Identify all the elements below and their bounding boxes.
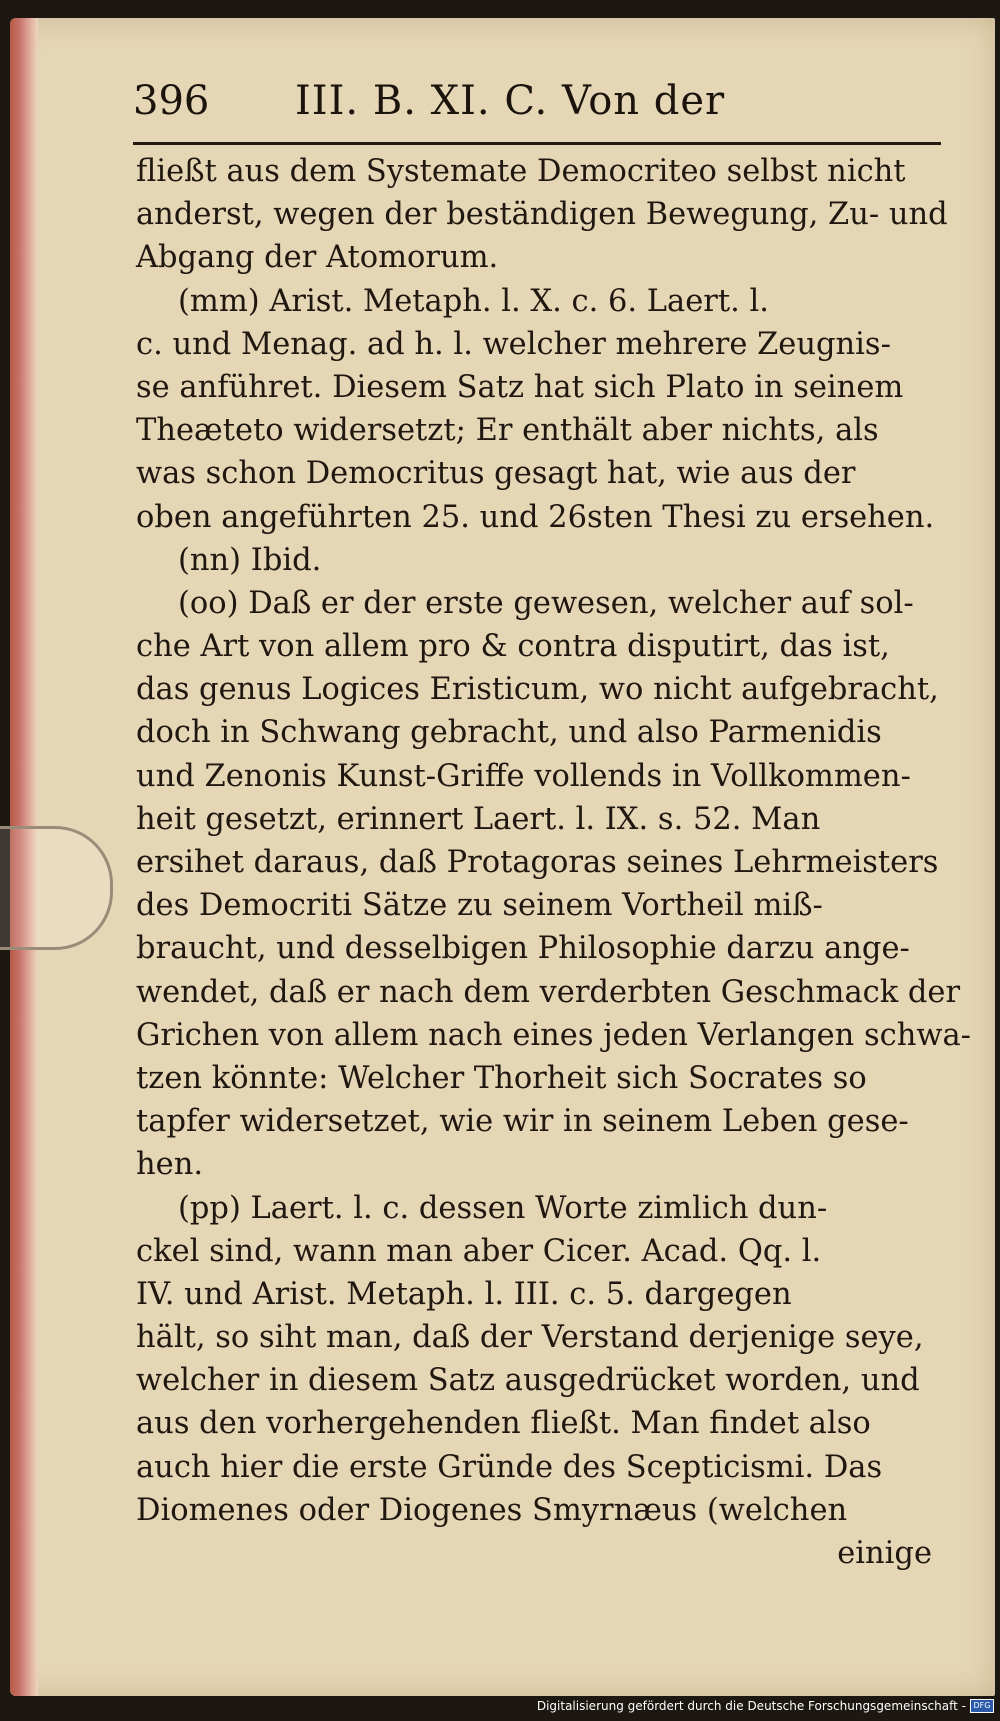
- text-line: doch in Schwang gebracht, und also Parmenidis: [136, 715, 882, 751]
- text-line: tzen könnte: Welcher Thorheit sich Socrates so: [136, 1060, 867, 1096]
- page-clip: [0, 826, 113, 950]
- text-line: c. und Menag. ad h. l. welcher mehrere Zeugnis-: [136, 326, 891, 362]
- running-head: III. B. XI. C. Von der: [295, 78, 726, 124]
- text-line: wendet, daß er nach dem verderbten Geschmack der: [136, 974, 961, 1010]
- text-line: che Art von allem pro & contra disputirt, das ist,: [136, 629, 890, 665]
- text-line: und Zenonis Kunst-Griffe vollends in Vollkommen-: [136, 758, 911, 794]
- page-header: [133, 78, 933, 138]
- text-line: heit gesetzt, erinnert Laert. l. IX. s. 52. Man: [136, 801, 821, 837]
- text-line: (oo) Daß er der erste gewesen, welcher auf sol-: [178, 585, 914, 621]
- text-line: Grichen von allem nach eines jeden Verlangen schwa-: [136, 1017, 971, 1053]
- text-line: hen.: [136, 1147, 204, 1183]
- text-line: hält, so siht man, daß der Verstand derjenige seye,: [136, 1320, 924, 1356]
- header-rule: [133, 142, 941, 145]
- text-line: (mm) Arist. Metaph. l. X. c. 6. Laert. l.: [178, 283, 769, 319]
- text-line: das genus Logices Eristicum, wo nicht aufgebracht,: [136, 672, 939, 708]
- text-line: was schon Democritus gesagt hat, wie aus der: [136, 456, 856, 492]
- text-line: aus den vorhergehenden fließt. Man findet also: [136, 1406, 871, 1442]
- text-line: welcher in diesem Satz ausgedrücket worden, und: [136, 1363, 920, 1399]
- text-line: fließt aus dem Systemate Democriteo selbst nicht: [136, 154, 906, 189]
- text-line: oben angeführten 25. und 26sten Thesi zu ersehen.: [136, 499, 935, 535]
- body-text: [136, 150, 971, 1575]
- text-line: Diomenes oder Diogenes Smyrnæus (welchen: [136, 1492, 848, 1528]
- text-line: braucht, und desselbigen Philosophie darzu ange-: [136, 931, 910, 967]
- text-line: ersihet daraus, daß Protagoras seines Lehrmeisters: [136, 845, 939, 880]
- footer-credit: Digitalisierung gefördert durch die Deutsche Forschungsgemeinschaft -: [536, 1699, 966, 1713]
- text-line: Theæteto widersetzt; Er enthält aber nichts, als: [136, 413, 879, 449]
- footer: [537, 1699, 994, 1713]
- catchword: einige: [837, 1536, 932, 1571]
- text-line: IV. und Arist. Metaph. l. III. c. 5. dargegen: [136, 1276, 792, 1312]
- text-line: des Democriti Sätze zu seinem Vortheil miß-: [136, 888, 823, 924]
- text-line: (nn) Ibid.: [178, 542, 322, 578]
- dfg-logo: DFG: [970, 1699, 994, 1713]
- text-line: (pp) Laert. l. c. dessen Worte zimlich dun-: [178, 1190, 828, 1226]
- text-line: auch hier die erste Gründe des Scepticismi. Das: [136, 1449, 883, 1485]
- text-line: ckel sind, wann man aber Cicer. Acad. Qq. l.: [136, 1233, 822, 1269]
- text-line: tapfer widersetzet, wie wir in seinem Leben gese-: [136, 1104, 909, 1140]
- text-line: se anführet. Diesem Satz hat sich Plato in seinem: [136, 369, 904, 405]
- text-line: anderst, wegen der beständigen Bewegung, Zu- und: [136, 197, 948, 233]
- text-line: Abgang der Atomorum.: [136, 240, 499, 276]
- page-number: 396: [133, 78, 210, 124]
